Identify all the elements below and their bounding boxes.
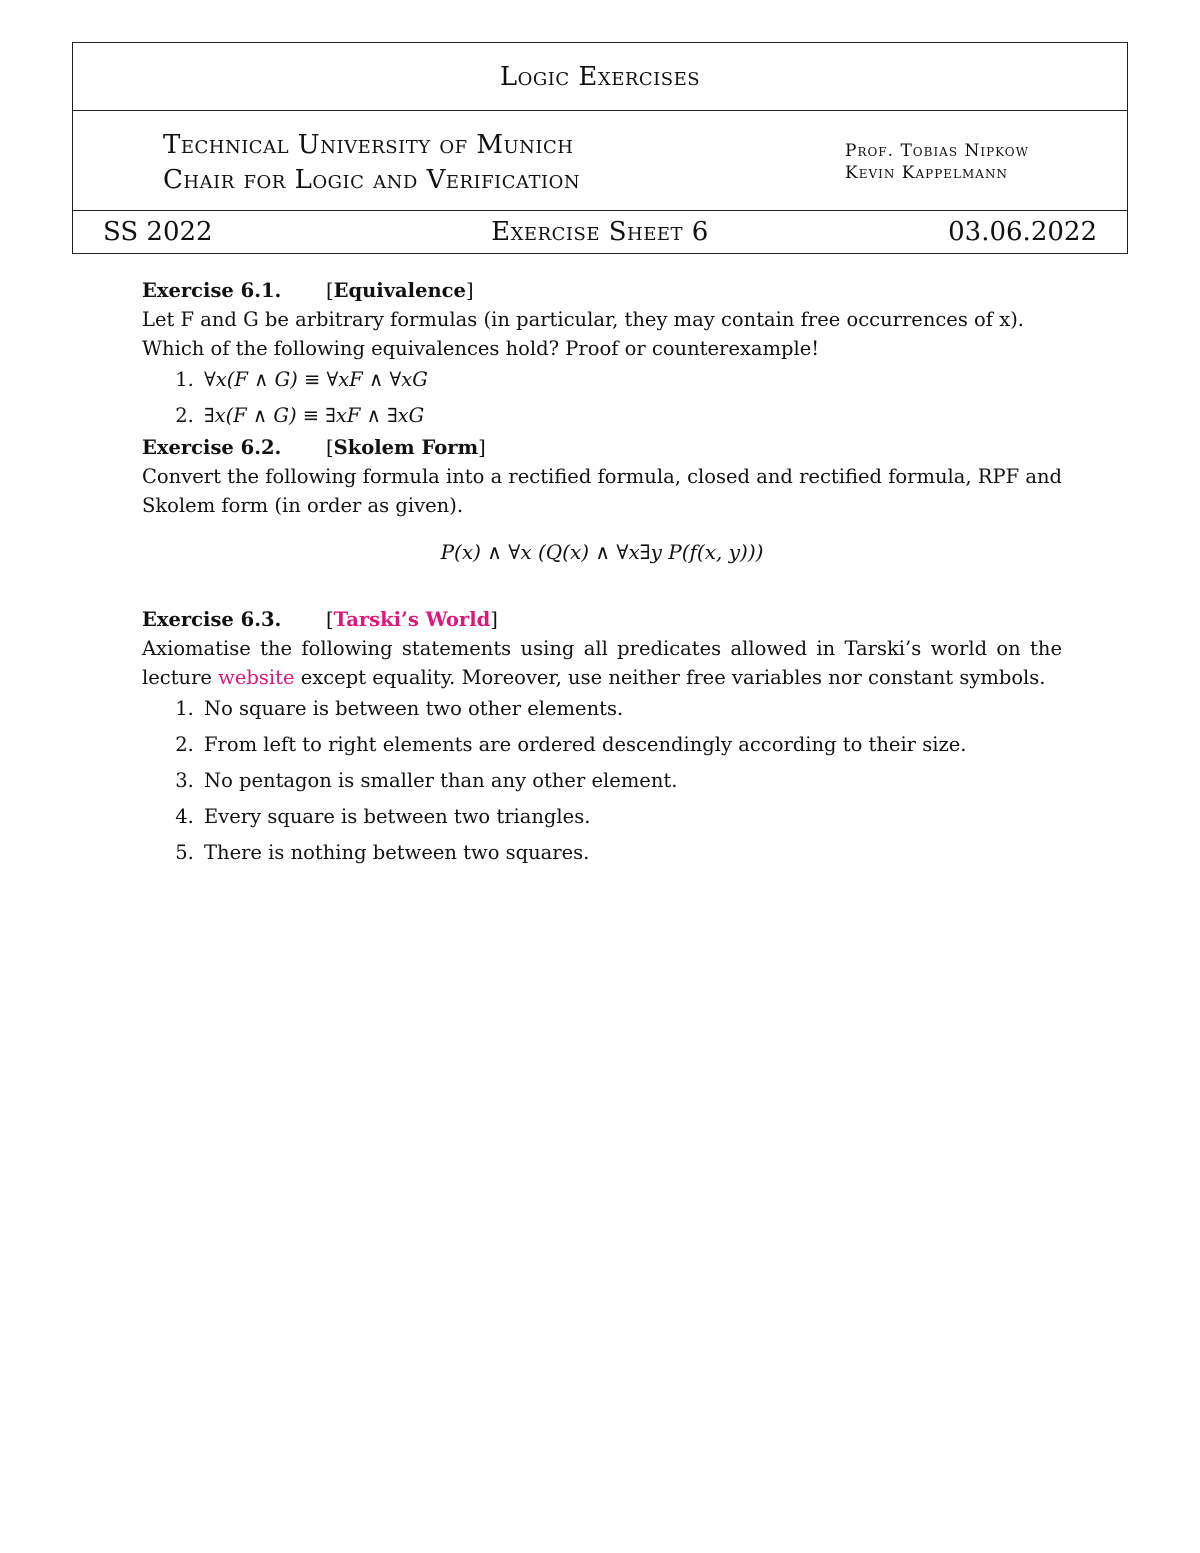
header-sheet-row [73, 210, 1127, 253]
exercise-6-2 [142, 433, 1062, 567]
tutor-name: Kevin Kappelmann [845, 163, 1008, 183]
list-item: 1. No square is between two other elements. [200, 694, 1062, 723]
exercise-number: Exercise 6.1. [142, 279, 282, 302]
equivalence-list [142, 365, 1062, 430]
list-item: 1. ∀x(F ∧ G) ≡ ∀xF ∧ ∀xG [200, 365, 1062, 394]
professor-name: Prof. Tobias Nipkow [845, 141, 1029, 161]
course-title: Logic Exercises [73, 43, 1127, 111]
chair-name: Chair for Logic and Verification [163, 165, 581, 195]
list-item: 3. No pentagon is smaller than any other element. [200, 766, 1062, 795]
sheet-title: Exercise Sheet 6 [491, 217, 709, 247]
exercise-number: Exercise 6.3. [142, 608, 282, 631]
sheet-date: 03.06.2022 [948, 217, 1097, 247]
website-link[interactable]: website [218, 666, 295, 689]
exercise-intro-line: Which of the following equivalences hold? Proof or counterexample! [142, 337, 820, 360]
exercise-intro: Axiomatise the following statements using all predicates allowed in Tarski’s world on the lecture website except equality. Moreover, use neither free variables nor constant symbols. [142, 637, 1062, 689]
exercise-topic: Skolem Form [333, 436, 479, 459]
exercise-topic: Equivalence [333, 279, 466, 302]
exercise-heading: Exercise 6.3. [Tarski’s World] [142, 605, 1062, 634]
exercise-topic-link[interactable]: Tarski’s World [333, 608, 491, 631]
exercise-intro-line: Let F and G be arbitrary formulas (in particular, they may contain free occurrences of x). [142, 308, 1025, 331]
skolem-formula: P(x) ∧ ∀x (Q(x) ∧ ∀x∃y P(f(x, y))) [440, 540, 764, 564]
university-block [163, 128, 580, 198]
header-institution-row [73, 110, 1127, 211]
header-box [72, 42, 1128, 254]
list-item: 5. There is nothing between two squares. [200, 838, 1062, 867]
university-name: Technical University of Munich [163, 130, 574, 160]
exercise-6-1 [142, 276, 1062, 430]
exercise-6-3 [142, 605, 1062, 867]
exercise-content [142, 276, 1062, 874]
exercise-heading: Exercise 6.1. [Equivalence] [142, 276, 1062, 305]
staff-block [845, 140, 1029, 184]
statement-list [142, 694, 1062, 867]
list-item: 2. From left to right elements are ordered descendingly according to their size. [200, 730, 1062, 759]
exercise-intro: Convert the following formula into a rectified formula, closed and rectified formula, RPF and Skolem form (in order as given). [142, 465, 1062, 517]
exercise-number: Exercise 6.2. [142, 436, 282, 459]
list-item: 2. ∃x(F ∧ G) ≡ ∃xF ∧ ∃xG [200, 401, 1062, 430]
list-item: 4. Every square is between two triangles. [200, 802, 1062, 831]
semester: SS 2022 [103, 217, 213, 247]
exercise-heading: Exercise 6.2. [Skolem Form] [142, 433, 1062, 462]
